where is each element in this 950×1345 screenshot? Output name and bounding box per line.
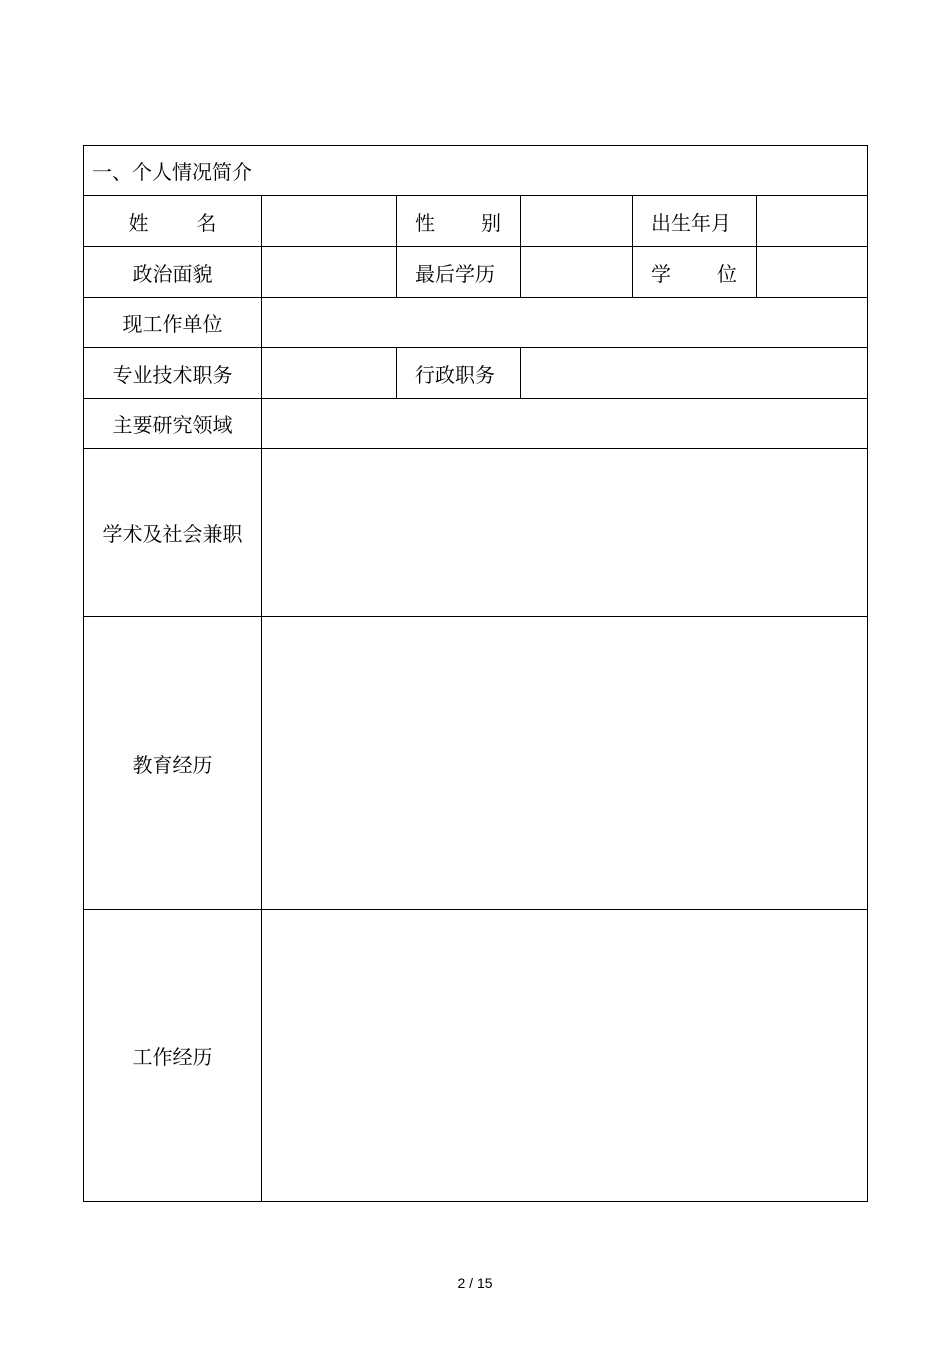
form-row-education-history (84, 617, 868, 910)
name-label (129, 207, 217, 236)
gender-label-cell (397, 196, 521, 247)
academic-field[interactable] (262, 449, 868, 617)
edu-history-field[interactable] (262, 617, 868, 910)
research-label: 主要研究领域 (84, 399, 262, 449)
degree-label-char-2: 位 (717, 261, 737, 286)
form-row-titles (84, 348, 868, 399)
form-row-name (84, 196, 868, 247)
tech-title-field[interactable] (262, 348, 397, 399)
research-field[interactable] (262, 399, 868, 449)
political-field[interactable] (262, 247, 397, 298)
degree-field[interactable] (757, 247, 868, 298)
academic-label: 学术及社会兼职 (84, 449, 262, 617)
page-number: 2 / 15 (457, 1275, 493, 1291)
employer-label: 现工作单位 (84, 298, 262, 348)
gender-label-char-1: 性 (415, 210, 435, 235)
form-row-research (84, 399, 868, 449)
political-label: 政治面貌 (84, 247, 262, 298)
work-history-label: 工作经历 (84, 910, 262, 1202)
education-field[interactable] (521, 247, 633, 298)
form-row-work-history (84, 910, 868, 1202)
edu-history-label: 教育经历 (84, 617, 262, 910)
education-label: 最后学历 (397, 247, 521, 298)
name-label-char-1: 姓 (128, 210, 149, 235)
degree-label (633, 258, 737, 287)
personal-info-form (83, 145, 868, 1202)
gender-label (397, 207, 501, 236)
gender-label-char-2: 别 (481, 210, 501, 235)
section-title: 一、个人情况简介 (84, 146, 868, 196)
name-label-char-2: 名 (196, 210, 217, 235)
name-label-cell (84, 196, 262, 247)
form-row-political (84, 247, 868, 298)
admin-title-field[interactable] (521, 348, 868, 399)
gender-field[interactable] (521, 196, 633, 247)
section-title-row (84, 146, 868, 196)
employer-field[interactable] (262, 298, 868, 348)
work-history-field[interactable] (262, 910, 868, 1202)
birth-field[interactable] (757, 196, 868, 247)
form-row-academic (84, 449, 868, 617)
admin-title-label: 行政职务 (397, 348, 521, 399)
birth-label: 出生年月 (633, 196, 757, 247)
degree-label-cell (633, 247, 757, 298)
degree-label-char-1: 学 (651, 261, 671, 286)
form-row-employer (84, 298, 868, 348)
name-field[interactable] (262, 196, 397, 247)
tech-title-label: 专业技术职务 (84, 348, 262, 399)
